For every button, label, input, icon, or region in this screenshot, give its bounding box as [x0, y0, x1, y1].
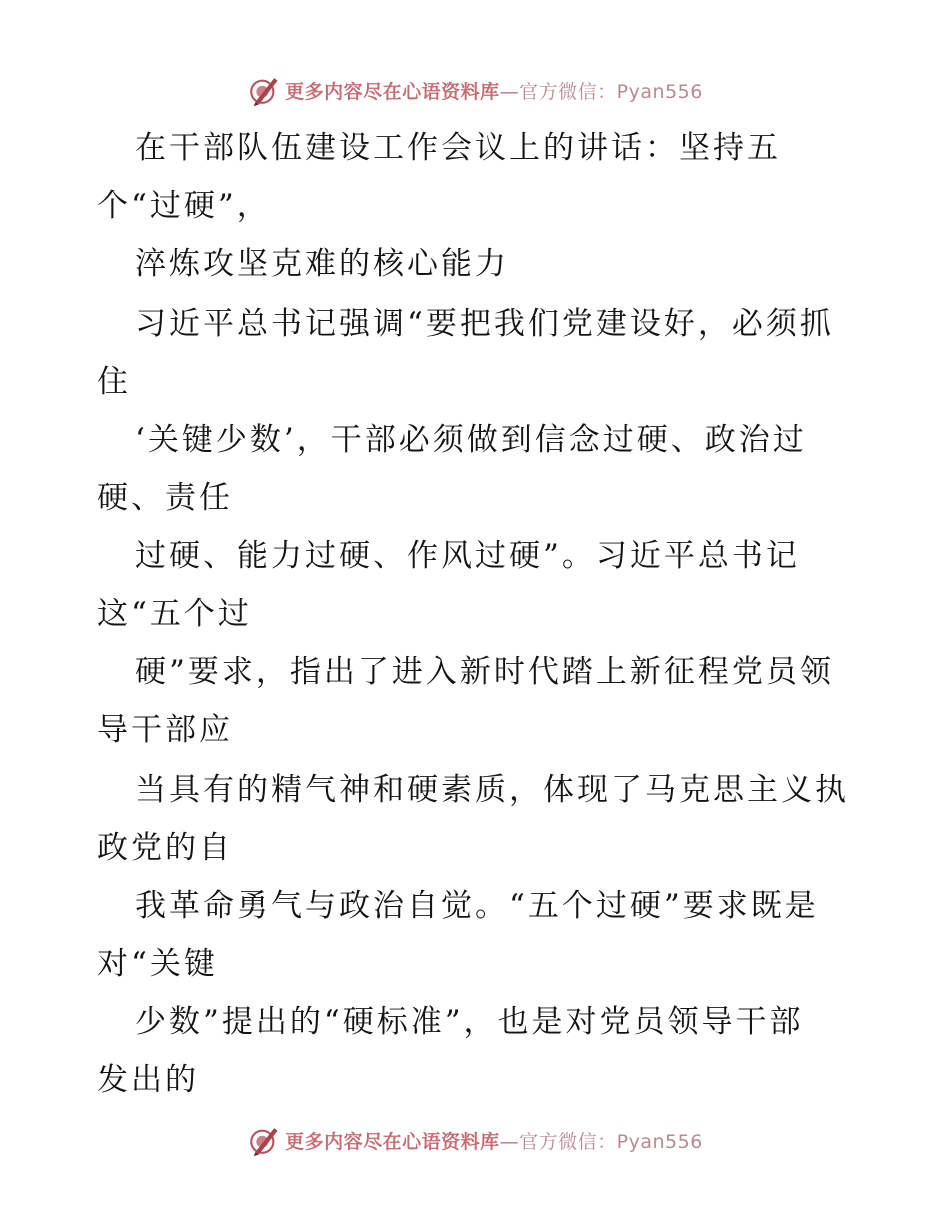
text-line: 硬”要求，指出了进入新时代踏上新征程党员领 — [135, 654, 834, 690]
banner-dash: — — [499, 80, 520, 103]
text-line: 过硬、能力过硬、作风过硬”。习近平总书记 — [135, 538, 800, 574]
text-line: 对“关键 — [97, 946, 218, 982]
text-line: 政党的自 — [97, 830, 233, 866]
text-line: 淬炼攻坚克难的核心能力 — [135, 246, 509, 282]
text-line: 习近平总书记强调“要把我们党建设好，必须抓 — [135, 306, 834, 342]
footer-banner — [0, 1120, 950, 1160]
banner-contact: 官方微信：Pyan556 — [519, 80, 703, 103]
text-line: ‘关键少数’，干部必须做到信念过硬、政治过 — [135, 422, 807, 458]
banner-brand: 更多内容尽在心语资料库 — [285, 1130, 500, 1153]
banner-dash: — — [499, 1130, 520, 1153]
text-line: 这“五个过 — [97, 596, 252, 632]
banner-contact: 官方微信：Pyan556 — [519, 1130, 703, 1153]
banner-brand: 更多内容尽在心语资料库 — [285, 80, 500, 103]
text-line: 硬、责任 — [97, 480, 233, 516]
banner-text — [285, 1127, 703, 1154]
text-line: 个“过硬”， — [97, 188, 271, 224]
text-line: 我革命勇气与政治自觉。“五个过硬”要求既是 — [135, 888, 819, 924]
pen-in-circle-logo-icon — [247, 1123, 281, 1157]
text-line: 在干部队伍建设工作会议上的讲话：坚持五 — [135, 130, 781, 166]
text-line: 住 — [97, 364, 131, 400]
text-line: 导干部应 — [97, 712, 233, 748]
text-line: 当具有的精气神和硬素质，体现了马克思主义执 — [135, 772, 849, 808]
text-line: 发出的 — [97, 1062, 199, 1098]
text-line: 少数”提出的“硬标准”，也是对党员领导干部 — [135, 1004, 804, 1040]
